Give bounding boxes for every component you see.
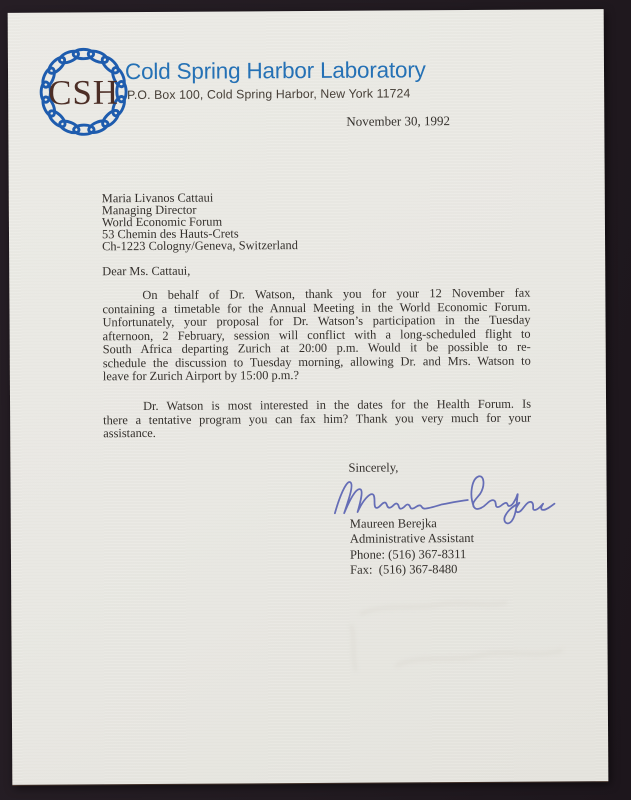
text-line: 53 Chemin des Hauts-Crets xyxy=(101,226,239,241)
text-line: schedule the discussion to Tuesday morning, allowing Dr. and Mrs. Watson to xyxy=(102,353,531,370)
org-address: P.O. Box 100, Cold Spring Harbor, New York 11724 xyxy=(127,86,411,103)
text-line: afternoon, 2 February, session will conflict with a long-scheduled flight to xyxy=(102,326,531,343)
body-paragraph-2 xyxy=(103,398,531,441)
text-line: Ch-1223 Cologny/Geneva, Switzerland xyxy=(102,237,298,253)
letter-page xyxy=(8,9,609,785)
text-line: containing a timetable for the Annual Meeting in the World Economic Forum. xyxy=(102,299,531,316)
body-paragraph-1 xyxy=(102,287,531,384)
text-line: leave for Zurich Airport by 15:00 p.m.? xyxy=(102,368,300,384)
logo-monogram: CSH xyxy=(48,72,120,113)
text-line: Unfortunately, your proposal for Dr. Watson’s participation in the Tuesday xyxy=(102,312,531,330)
signer-name: Maureen Berejka xyxy=(349,516,437,531)
text-line: South Africa departing Zurich at 20:00 p.m. Would it be possible to re- xyxy=(102,339,531,357)
bleedthrough-marks xyxy=(341,594,582,715)
salutation: Dear Ms. Cattaui, xyxy=(102,263,191,279)
text-line: there a tentative program you can fax him? Thank you very much for your xyxy=(103,410,532,427)
text-line: Maria Livanos Cattaui xyxy=(101,190,214,206)
signer-phone: Phone: (516) 367-8311 xyxy=(349,546,467,562)
csh-dna-ring-logo xyxy=(35,43,133,141)
valediction: Sincerely, xyxy=(348,460,399,475)
letter-date: November 30, 1992 xyxy=(346,113,450,129)
signer-title: Administrative Assistant xyxy=(349,531,475,547)
recipient-address xyxy=(102,192,298,253)
text-line: On behalf of Dr. Watson, thank you for your 12 November fax xyxy=(142,285,531,303)
text-line: Dr. Watson is most interested in the dates for the Health Forum. Is xyxy=(143,396,532,414)
signer-fax: Fax: (516) 367-8480 xyxy=(350,561,458,577)
org-name: Cold Spring Harbor Laboratory xyxy=(124,57,426,85)
text-line: assistance. xyxy=(103,426,156,441)
text-line: World Economic Forum xyxy=(101,214,223,230)
text-line: Managing Director xyxy=(101,202,197,218)
signature-block xyxy=(350,516,475,578)
